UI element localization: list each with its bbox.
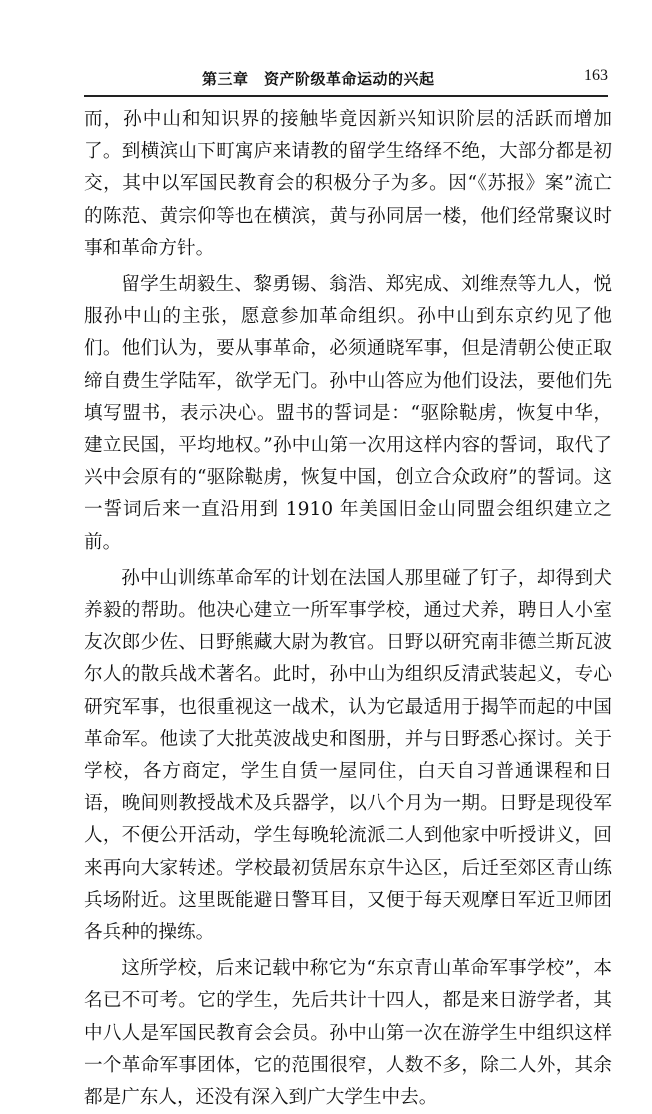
chapter-running-title: 第三章 资产阶级革命运动的兴起 (202, 70, 435, 88)
paragraph: 这所学校，后来记载中称它为“东京青山革命军事学校”，本名已不可考。它的学生，先后共计十四人，都是来日游学者，其中八人是军国民教育会会员。孙中山第一次在游学生中组织这样一个革命军事团体，它的范围很窄，人数不多，除二人外，其余都是广东人，还没有深入到广大学生中去。 (84, 958, 612, 1109)
paragraph-continued: 而，孙中山和知识界的接触毕竟因新兴知识阶层的活跃而增加了。到横滨山下町寓庐来请教的留学生络绎不绝，大部分都是初交，其中以军国民教育会的积极分子为多。因“《苏报》案”流亡的陈范、黄宗仰等也在横滨，黄与孙同居一楼，他们经常聚议时事和革命方针。 (84, 109, 612, 259)
page-number: 163 (584, 67, 608, 84)
body-text (84, 104, 612, 1114)
running-head (84, 62, 608, 96)
paragraph: 留学生胡毅生、黎勇锡、翁浩、郑宪成、刘维焘等九人，悦服孙中山的主张，愿意参加革命组织。孙中山到东京约见了他们。他们认为，要从事革命，必须通晓军事，但是清朝公使正取缔自费生学陆军，欲学无门。孙中山答应为他们设法，要他们先填写盟书，表示决心。盟书的誓词是：“驱除鞑虏，恢复中华，建立民国，平均地权。”孙中山第一次用这样内容的誓词，取代了兴中会原有的“驱除鞑虏，恢复中国，创立合众政府”的誓词。这一誓词后来一直沿用到 1910 年美国旧金山同盟会组织建立之前。 (84, 274, 612, 553)
header-rule (84, 95, 608, 97)
paragraph: 孙中山训练革命军的计划在法国人那里碰了钉子，却得到犬养毅的帮助。他决心建立一所军事学校，通过犬养，聘日人小室友次郎少佐、日野熊藏大尉为教官。日野以研究南非德兰斯瓦波尔人的散兵战术著名。此时，孙中山为组织反清武装起义，专心研究军事，也很重视这一战术，认为它最适用于揭竿而起的中国革命军。他读了大批英波战史和图册，并与日野悉心探讨。关于学校，各方商定，学生自赁一屋同住，白天自习普通课程和日语，晚间则教授战术及兵器学，以八个月为一期。日野是现役军人，不便公开活动，学生每晚轮流派二人到他家中听授讲义，回来再向大家转述。学校最初赁居东京牛込区，后迁至郊区青山练兵场附近。这里既能避日警耳目，又便于每天观摩日军近卫师团各兵种的操练。 (84, 567, 612, 944)
